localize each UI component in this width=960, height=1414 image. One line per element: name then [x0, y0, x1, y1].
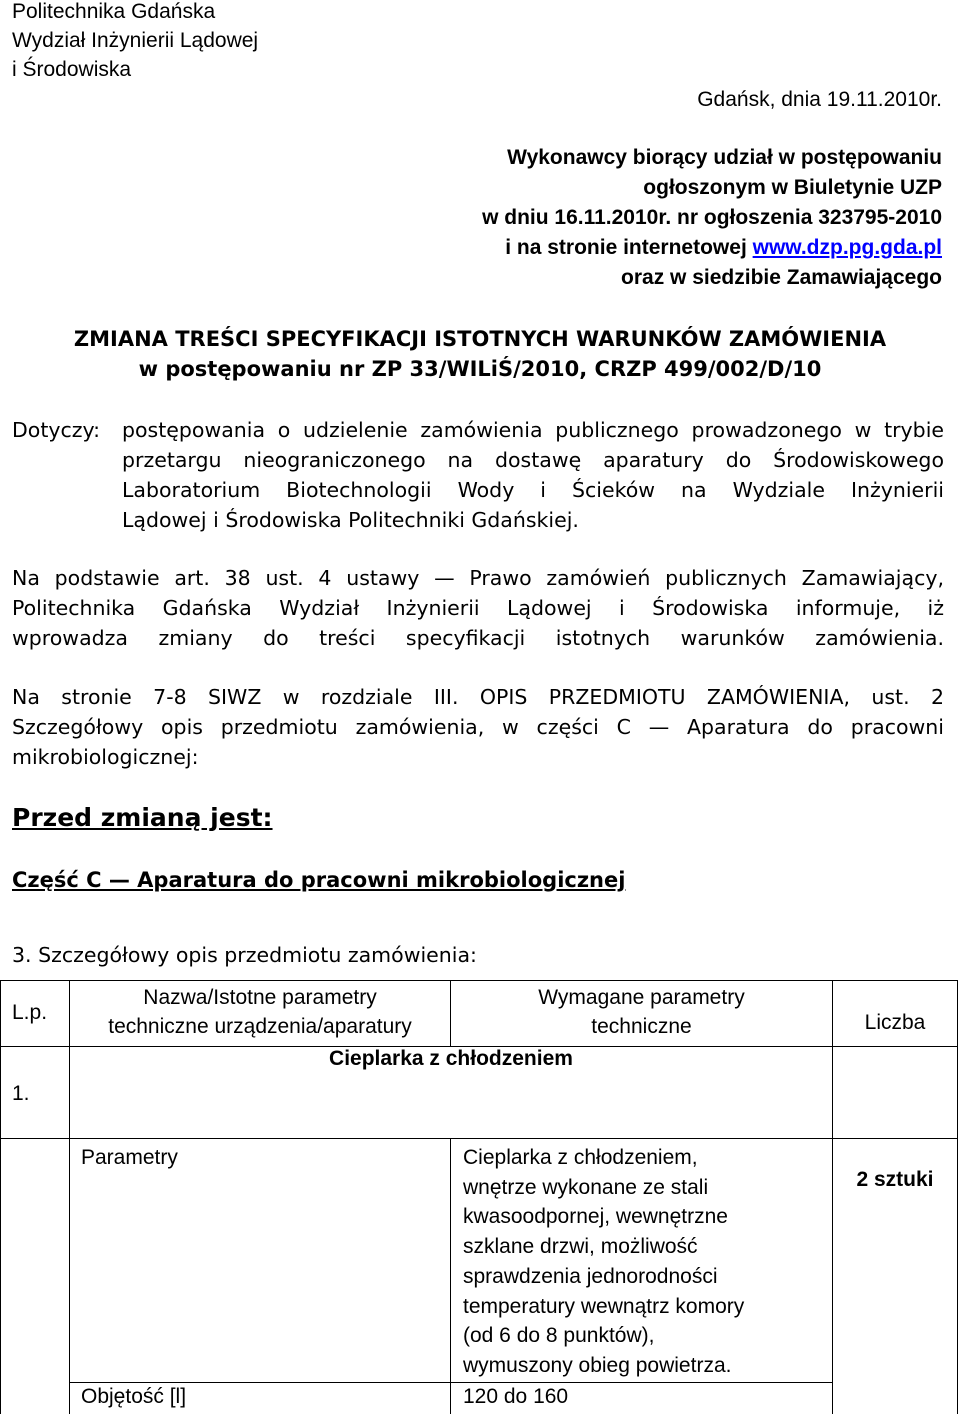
- addressee-line-4-text: i na stronie internetowej: [505, 236, 753, 259]
- table-rule: [832, 980, 833, 1414]
- table-border-top: [0, 980, 958, 981]
- param-line: Cieplarka z chłodzeniem,: [463, 1146, 698, 1169]
- table-rule: [0, 1138, 958, 1139]
- section-line-1: Na stronie 7-8 SIWZ w rozdziale III. OPIS PRZEDMIOTU ZAMÓWIENIA, ust. 2: [12, 685, 944, 709]
- concerns-line-3: Laboratorium Biotechnologii Wody i Ścieków na Wydziale Inżynierii: [122, 478, 944, 502]
- basis-line-1: Na podstawie art. 38 ust. 4 ustawy — Prawo zamówień publicznych Zamawiający,: [12, 566, 944, 590]
- faculty-name: Wydział Inżynierii Lądowej: [12, 29, 259, 52]
- part-c-heading: Część C — Aparatura do pracowni mikrobiologicznej: [12, 868, 626, 892]
- volume-label: Objętość [l]: [81, 1385, 187, 1408]
- addressee-line-1: Wykonawcy biorący udział w postępowaniu: [507, 146, 942, 169]
- header-qty: Liczba: [864, 1011, 926, 1034]
- section-line-3: mikrobiologicznej:: [12, 745, 199, 769]
- param-line: kwasoodpornej, wewnętrzne: [463, 1205, 728, 1228]
- concerns-line-1: postępowania o udzielenie zamówienia publicznego prowadzonego w trybie: [122, 418, 944, 442]
- table-border-left: [0, 980, 1, 1414]
- concerns-label: Dotyczy:: [12, 418, 101, 442]
- param-label: Parametry: [81, 1146, 178, 1169]
- addressee-line-2: ogłoszonym w Biuletynie UZP: [643, 176, 942, 199]
- volume-value: 120 do 160: [463, 1385, 569, 1408]
- header-lp: L.p.: [12, 1001, 48, 1024]
- device-name: Cieplarka z chłodzeniem: [329, 1047, 573, 1070]
- param-line: sprawdzenia jednorodności: [463, 1265, 718, 1288]
- param-line: wnętrze wykonane ze stali: [463, 1176, 709, 1199]
- concerns-line-2: przetargu nieograniczonego na dostawę aparatury do Środowiskowego: [122, 448, 944, 472]
- addressee-line-3: w dniu 16.11.2010r. nr ogłoszenia 323795-2010: [482, 206, 942, 229]
- procedure-number: w postępowaniu nr ZP 33/WILiŚ/2010, CRZP 499/002/D/10: [138, 357, 822, 381]
- basis-line-2: Politechnika Gdańska Wydział Inżynierii Lądowej i Środowiska informuje, iż: [12, 596, 944, 620]
- institution-name: Politechnika Gdańska: [12, 0, 216, 23]
- row-number: 1.: [12, 1082, 30, 1105]
- website-link[interactable]: www.dzp.pg.gda.pl: [752, 236, 942, 259]
- table-rule: [450, 1138, 451, 1414]
- header-req-line-2: techniczne: [591, 1015, 692, 1038]
- concerns-line-4: Lądowej i Środowiska Politechniki Gdańskiej.: [122, 508, 579, 532]
- addressee-line-4: [505, 236, 942, 260]
- table-rule: [0, 1046, 69, 1047]
- header-req-line-1: Wymagane parametry: [538, 986, 745, 1009]
- table-rule: [69, 980, 70, 1414]
- header-name-line-2: techniczne urządzenia/aparatury: [108, 1015, 412, 1038]
- table-border-right: [957, 980, 958, 1414]
- item-heading: 3. Szczegółowy opis przedmiotu zamówienia:: [12, 943, 477, 967]
- document-date: Gdańsk, dnia 19.11.2010r.: [697, 88, 942, 111]
- faculty-name-cont: i Środowiska: [12, 58, 132, 81]
- section-line-2: Szczegółowy opis przedmiotu zamówienia, w części C — Aparatura do pracowni: [12, 715, 944, 739]
- quantity-value: 2 sztuki: [856, 1168, 934, 1191]
- before-change-heading: Przed zmianą jest:: [12, 803, 273, 832]
- addressee-line-5: oraz w siedzibie Zamawiającego: [621, 266, 942, 289]
- param-line: wymuszony obieg powietrza.: [463, 1354, 732, 1377]
- param-line: temperatury wewnątrz komory: [463, 1295, 745, 1318]
- document-title: ZMIANA TREŚCI SPECYFIKACJI ISTOTNYCH WARUNKÓW ZAMÓWIENIA: [73, 327, 887, 351]
- header-name-line-1: Nazwa/Istotne parametry: [143, 986, 377, 1009]
- param-line: szklane drzwi, możliwość: [463, 1235, 698, 1258]
- param-line: (od 6 do 8 punktów),: [463, 1324, 655, 1347]
- basis-line-3: wprowadza zmiany do treści specyfikacji istotnych warunków zamówienia.: [12, 626, 944, 650]
